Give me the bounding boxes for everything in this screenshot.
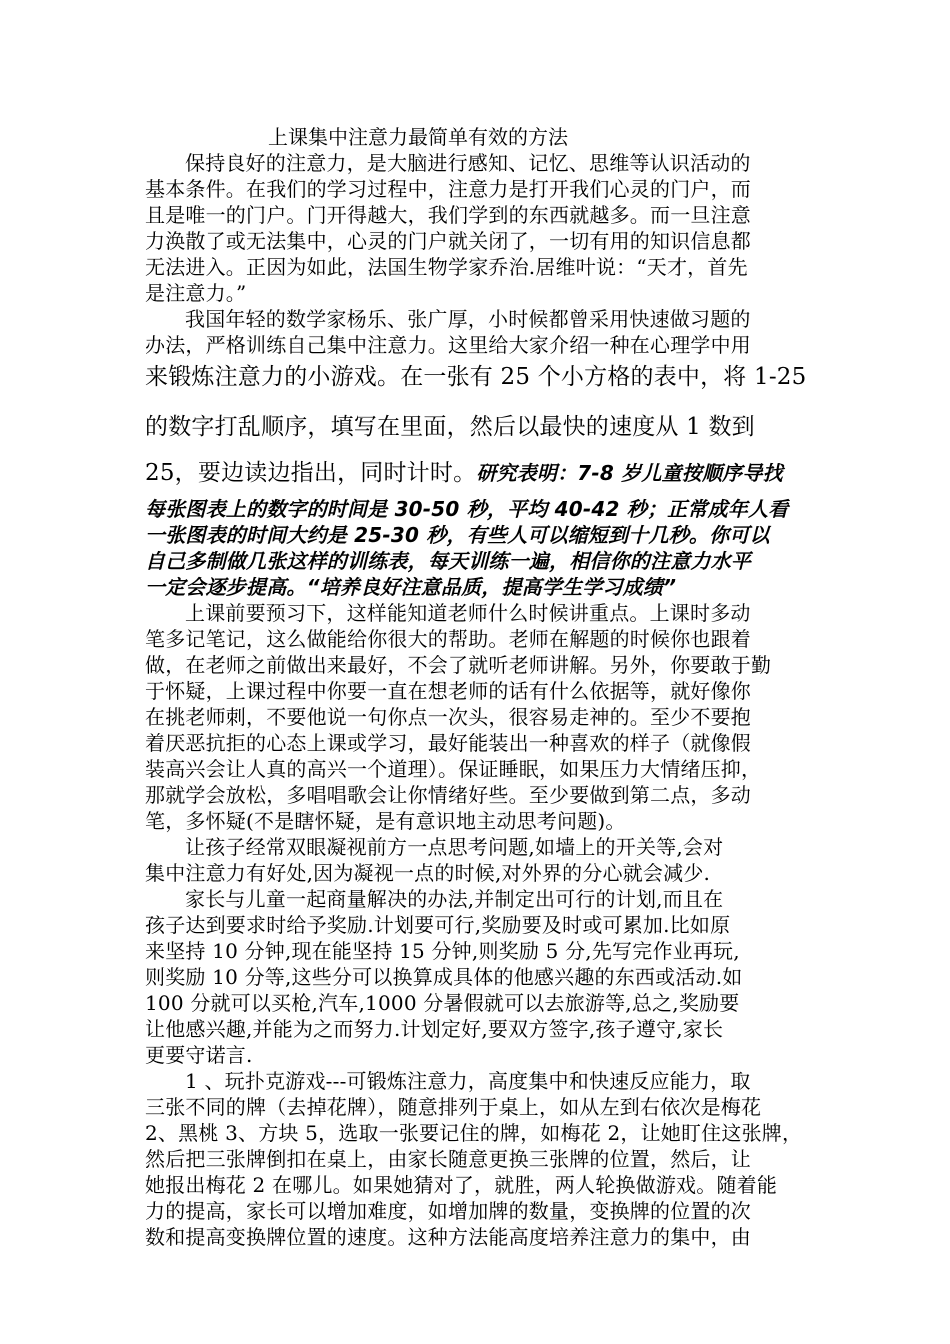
text-line: 是注意力。” [145,281,247,305]
text-line: 做，在老师之前做出来最好，不会了就听老师讲解。另外，你要敢于勤 [145,653,772,677]
text-line: 力的提高，家长可以增加难度，如增加牌的数量，变换牌的位置的次 [145,1199,751,1223]
text-line: 则奖励 10 分等,这些分可以换算成具体的他感兴趣的东西或活动.如 [145,965,743,989]
text-line: 家长与儿童一起商量解决的办法,并制定出可行的计划,而且在 [185,887,724,911]
text-line: 的数字打乱顺序，填写在里面，然后以最快的速度从 1 数到 [145,414,755,440]
text-line: 笔多记笔记，这么做能给你很大的帮助。老师在解题的时候你也跟着 [145,627,751,651]
text-line: 着厌恶抗拒的心态上课或学习，最好能装出一种喜欢的样子（就像假 [145,731,751,755]
text-line: 力涣散了或无法集中，心灵的门户就关闭了，一切有用的知识信息都 [145,229,751,253]
text-line: 且是唯一的门户。门开得越大，我们学到的东西就越多。而一旦注意 [145,203,751,227]
text-line: 1 、玩扑克游戏---可锻炼注意力，高度集中和快速反应能力，取 [185,1069,751,1093]
text-line: 孩子达到要求时给予奖励.计划要可行,奖励要及时或可累加.比如原 [145,913,731,937]
text-line: 装高兴会让人真的高兴一个道理）。保证睡眠，如果压力大情绪压抑， [145,757,762,781]
text-line: 集中注意力有好处,因为凝视一点的时候,对外界的分心就会减少. [145,861,711,885]
text-line: 数和提高变换牌位置的速度。这种方法能高度培养注意力的集中，由 [145,1225,751,1249]
text-line: 办法，严格训练自己集中注意力。这里给大家介绍一种在心理学中用 [145,333,751,357]
text-line: 让孩子经常双眼凝视前方一点思考问题,如墙上的开关等,会对 [185,835,724,859]
text-line-mixed [145,458,783,488]
emphasis-line: 自己多制做几张这样的训练表，每天训练一遍，相信你的注意力水平 [145,549,751,573]
text-line: 无法进入。正因为如此，法国生物学家乔治.居维叶说：“天才，首先 [145,255,748,279]
text-line: 100 分就可以买枪,汽车,1000 分暑假就可以去旅游等,总之,奖励要 [145,991,740,1015]
emphasis-line: 一定会逐步提高。“培养良好注意品质，提高学生学习成绩” [145,575,677,599]
emphasis-line: 一张图表的时间大约是 25-30 秒，有些人可以缩短到十几秒。你可以 [145,523,770,547]
text-line: 那就学会放松，多唱唱歌会让你情绪好些。至少要做到第二点，多动 [145,783,751,807]
text-line: 于怀疑，上课过程中你要一直在想老师的话有什么依据等，就好像你 [145,679,751,703]
text-line: 三张不同的牌（去掉花牌），随意排列于桌上，如从左到右依次是梅花 [145,1095,762,1119]
emphasis-text: 研究表明：7-8 岁儿童按顺序导找 [476,461,783,485]
text-segment: 25，要边读边指出，同时计时。 [145,460,477,486]
document-title: 上课集中注意力最简单有效的方法 [268,125,568,149]
text-line: 我国年轻的数学家杨乐、张广厚，小时候都曾采用快速做习题的 [185,307,751,331]
text-line: 保持良好的注意力，是大脑进行感知、记忆、思维等认识活动的 [185,151,751,175]
text-line: 然后把三张牌倒扣在桌上，由家长随意更换三张牌的位置，然后，让 [145,1147,751,1171]
text-line: 笔，多怀疑(不是瞎怀疑，是有意识地主动思考问题)。 [145,809,626,833]
text-line: 上课前要预习下，这样能知道老师什么时候讲重点。上课时多动 [185,601,751,625]
text-line: 她报出梅花 2 在哪儿。如果她猜对了，就胜，两人轮换做游戏。随着能 [145,1173,778,1197]
text-line: 2、黑桃 3、方块 5，选取一张要记住的牌，如梅花 2，让她盯住这张牌， [145,1121,803,1145]
text-line: 基本条件。在我们的学习过程中，注意力是打开我们心灵的门户，而 [145,177,751,201]
text-line: 来坚持 10 分钟,现在能坚持 15 分钟,则奖励 5 分,先写完作业再玩, [145,939,740,963]
emphasis-line: 每张图表上的数字的时间是 30-50 秒，平均 40-42 秒；正常成年人看 [145,497,789,521]
text-line: 在挑老师刺，不要他说一句你点一次头，很容易走神的。至少不要抱 [145,705,751,729]
text-line: 来锻炼注意力的小游戏。在一张有 25 个小方格的表中，将 1-25 [145,364,807,390]
text-line: 更要守诺言. [145,1043,253,1067]
text-line: 让他感兴趣,并能为之而努力.计划定好,要双方签字,孩子遵守,家长 [145,1017,724,1041]
